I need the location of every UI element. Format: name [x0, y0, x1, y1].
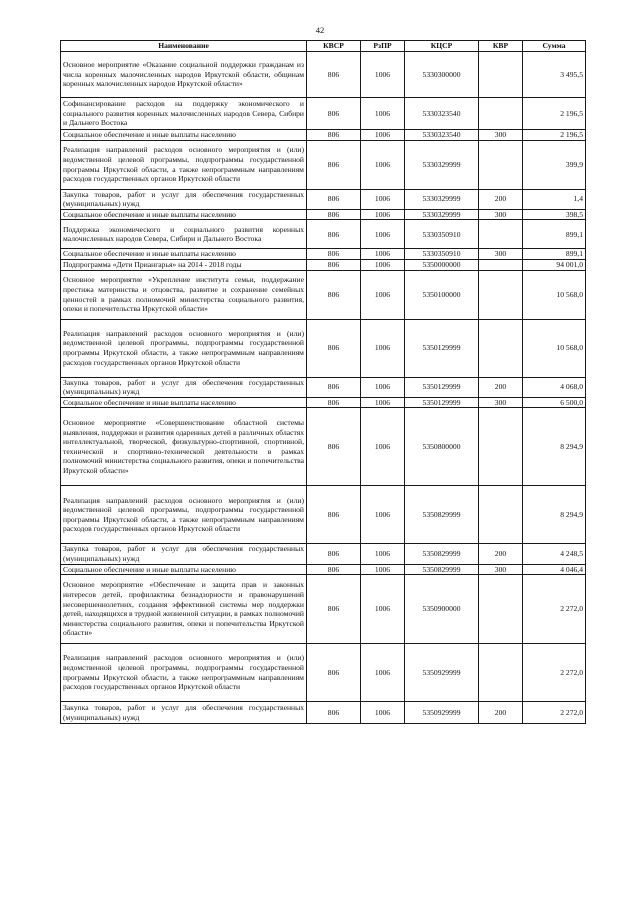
cell-rzpr: 1006	[361, 644, 405, 702]
cell-sum: 8 294,9	[523, 408, 586, 486]
cell-rzpr: 1006	[361, 209, 405, 220]
table-row	[61, 209, 586, 220]
cell-sum: 10 568,0	[523, 270, 586, 319]
table-row	[61, 644, 586, 702]
column-header-name: Наименование	[61, 41, 307, 52]
cell-kvr	[479, 575, 523, 644]
cell-kcsr: 5350129999	[405, 397, 479, 408]
cell-kcsr: 5330300000	[405, 52, 479, 98]
cell-kvr	[479, 52, 523, 98]
table-row	[61, 397, 586, 408]
cell-kcsr: 5330329999	[405, 189, 479, 209]
cell-name: Софинансирование расходов на поддержку экономического и социального развития коренных малочисленных народов Севера, Сибири и Дальнего Востока	[61, 98, 307, 130]
cell-sum: 2 272,0	[523, 575, 586, 644]
table-row	[61, 249, 586, 260]
column-header-sum: Сумма	[523, 41, 586, 52]
cell-kvr	[479, 486, 523, 544]
table-row	[61, 52, 586, 98]
cell-kvr	[479, 98, 523, 130]
cell-name: Закупка товаров, работ и услуг для обеспечения государственных (муниципальных) нужд	[61, 377, 307, 397]
cell-kvsr: 806	[307, 319, 361, 377]
cell-kcsr: 5350129999	[405, 377, 479, 397]
cell-kvr: 300	[479, 397, 523, 408]
cell-name: Закупка товаров, работ и услуг для обеспечения государственных (муниципальных) нужд	[61, 189, 307, 209]
cell-kcsr: 5350829999	[405, 486, 479, 544]
cell-rzpr: 1006	[361, 397, 405, 408]
cell-rzpr: 1006	[361, 544, 405, 564]
table-row	[61, 319, 586, 377]
column-header-kcsr: КЦСР	[405, 41, 479, 52]
cell-sum: 399,9	[523, 140, 586, 189]
cell-kcsr: 5350929999	[405, 644, 479, 702]
table-row	[61, 702, 586, 724]
table-row	[61, 98, 586, 130]
cell-kvsr: 806	[307, 209, 361, 220]
cell-name: Закупка товаров, работ и услуг для обеспечения государственных (муниципальных) нужд	[61, 544, 307, 564]
column-header-rzpr: РзПР	[361, 41, 405, 52]
column-header-kvr: КВР	[479, 41, 523, 52]
cell-name: Закупка товаров, работ и услуг для обеспечения государственных (муниципальных) нужд	[61, 702, 307, 724]
cell-kvsr: 806	[307, 140, 361, 189]
column-header-kvsr: КВСР	[307, 41, 361, 52]
cell-rzpr: 1006	[361, 98, 405, 130]
table-header-row	[61, 41, 586, 52]
cell-name: Реализация направлений расходов основного мероприятия и (или) ведомственной целевой программы, подпрограммы государственной программы Иркутской области, а также непрограммным направлениям расходов государственных органов Иркутской области	[61, 486, 307, 544]
cell-kvr	[479, 644, 523, 702]
table-row	[61, 486, 586, 544]
cell-kvsr: 806	[307, 544, 361, 564]
cell-sum: 4 046,4	[523, 564, 586, 575]
cell-kvsr: 806	[307, 644, 361, 702]
cell-rzpr: 1006	[361, 408, 405, 486]
cell-kvsr: 806	[307, 575, 361, 644]
cell-kvsr: 806	[307, 408, 361, 486]
cell-name: Социальное обеспечение и иные выплаты населению	[61, 130, 307, 141]
cell-name: Поддержка экономического и социального развития коренных малочисленных народов Севера, Сибири и Дальнего Востока	[61, 220, 307, 249]
cell-kvsr: 806	[307, 564, 361, 575]
cell-name: Социальное обеспечение и иные выплаты населению	[61, 249, 307, 260]
cell-kvr	[479, 319, 523, 377]
cell-sum: 94 001,0	[523, 259, 586, 270]
cell-sum: 899,1	[523, 220, 586, 249]
table-row	[61, 377, 586, 397]
cell-kvr	[479, 408, 523, 486]
cell-kvsr: 806	[307, 98, 361, 130]
cell-kvsr: 806	[307, 249, 361, 260]
table-row	[61, 259, 586, 270]
cell-kcsr: 5350829999	[405, 544, 479, 564]
table-row	[61, 544, 586, 564]
cell-rzpr: 1006	[361, 249, 405, 260]
cell-name: Основное мероприятие «Оказание социальной поддержки гражданам из числа коренных малочисленных народов Иркутской области, общинам коренных малочисленных народов Иркутской области»	[61, 52, 307, 98]
cell-name: Социальное обеспечение и иные выплаты населению	[61, 397, 307, 408]
cell-rzpr: 1006	[361, 130, 405, 141]
cell-sum: 2 196,5	[523, 130, 586, 141]
cell-sum: 3 495,5	[523, 52, 586, 98]
cell-kvr: 300	[479, 564, 523, 575]
cell-kvr	[479, 140, 523, 189]
cell-name: Социальное обеспечение и иные выплаты населению	[61, 209, 307, 220]
cell-sum: 10 568,0	[523, 319, 586, 377]
cell-rzpr: 1006	[361, 270, 405, 319]
cell-kvsr: 806	[307, 486, 361, 544]
cell-kvr: 300	[479, 209, 523, 220]
cell-name: Основное мероприятие «Укрепление института семьи, поддержание престижа материнства и отцовства, развитие и сохранение семейных ценностей в рамках полномочий министерства социального развития, опеки и попечительства Иркутской области»	[61, 270, 307, 319]
cell-kvr	[479, 259, 523, 270]
budget-table	[60, 40, 586, 724]
cell-rzpr: 1006	[361, 564, 405, 575]
cell-rzpr: 1006	[361, 575, 405, 644]
cell-kcsr: 5350829999	[405, 564, 479, 575]
cell-kcsr: 5330323540	[405, 98, 479, 130]
cell-kvsr: 806	[307, 220, 361, 249]
cell-kvsr: 806	[307, 52, 361, 98]
table-row	[61, 140, 586, 189]
cell-rzpr: 1006	[361, 486, 405, 544]
cell-kcsr: 5330350910	[405, 249, 479, 260]
cell-sum: 899,1	[523, 249, 586, 260]
cell-kvr: 200	[479, 544, 523, 564]
cell-kcsr: 5330329999	[405, 140, 479, 189]
cell-sum: 2 196,5	[523, 98, 586, 130]
cell-kcsr: 5350929999	[405, 702, 479, 724]
table-row	[61, 408, 586, 486]
cell-rzpr: 1006	[361, 52, 405, 98]
cell-name: Социальное обеспечение и иные выплаты населению	[61, 564, 307, 575]
cell-rzpr: 1006	[361, 377, 405, 397]
cell-sum: 4 068,0	[523, 377, 586, 397]
cell-kcsr: 5350900000	[405, 575, 479, 644]
cell-name: Реализация направлений расходов основного мероприятия и (или) ведомственной целевой программы, подпрограммы государственной программы Иркутской области, а также непрограммным направлениям расходов государственных органов Иркутской области	[61, 140, 307, 189]
cell-kvsr: 806	[307, 259, 361, 270]
cell-kvr	[479, 270, 523, 319]
cell-kvsr: 806	[307, 377, 361, 397]
cell-name: Основное мероприятие «Обеспечение и защита прав и законных интересов детей, профилактика безнадзорности и правонарушений несовершеннолетних, создания эффективной системы мер поддержки детей, находящихся в трудной жизненной ситуации, в рамках полномочий министерства социального развития, опеки и попечительства Иркутской области»	[61, 575, 307, 644]
cell-rzpr: 1006	[361, 702, 405, 724]
cell-kvsr: 806	[307, 702, 361, 724]
cell-sum: 8 294,9	[523, 486, 586, 544]
cell-kcsr: 5350800000	[405, 408, 479, 486]
cell-rzpr: 1006	[361, 259, 405, 270]
cell-name: Подпрограмма «Дети Приангарья» на 2014 - 2018 годы	[61, 259, 307, 270]
cell-rzpr: 1006	[361, 189, 405, 209]
cell-kvr: 200	[479, 189, 523, 209]
cell-sum: 2 272,0	[523, 644, 586, 702]
cell-sum: 6 500,0	[523, 397, 586, 408]
cell-kvr: 300	[479, 249, 523, 260]
cell-kvsr: 806	[307, 189, 361, 209]
cell-kvr: 200	[479, 377, 523, 397]
cell-sum: 2 272,0	[523, 702, 586, 724]
cell-kcsr: 5350000000	[405, 259, 479, 270]
cell-kvr	[479, 220, 523, 249]
cell-kcsr: 5330329999	[405, 209, 479, 220]
table-row	[61, 270, 586, 319]
cell-kcsr: 5350100000	[405, 270, 479, 319]
cell-rzpr: 1006	[361, 220, 405, 249]
table-row	[61, 220, 586, 249]
cell-kvr: 300	[479, 130, 523, 141]
page-number: 42	[315, 25, 325, 35]
cell-kcsr: 5330350910	[405, 220, 479, 249]
cell-kvsr: 806	[307, 397, 361, 408]
cell-kvsr: 806	[307, 270, 361, 319]
table-row	[61, 189, 586, 209]
cell-kcsr: 5350129999	[405, 319, 479, 377]
cell-kvsr: 806	[307, 130, 361, 141]
cell-rzpr: 1006	[361, 319, 405, 377]
cell-name: Реализация направлений расходов основного мероприятия и (или) ведомственной целевой программы, подпрограммы государственной программы Иркутской области, а также непрограммным направлениям расходов государственных органов Иркутской области	[61, 319, 307, 377]
table-row	[61, 130, 586, 141]
cell-sum: 1,4	[523, 189, 586, 209]
cell-kcsr: 5330323540	[405, 130, 479, 141]
table-row	[61, 575, 586, 644]
cell-name: Реализация направлений расходов основного мероприятия и (или) ведомственной целевой программы, подпрограммы государственной программы Иркутской области, а также непрограммным направлениям расходов государственных органов Иркутской области	[61, 644, 307, 702]
cell-sum: 398,5	[523, 209, 586, 220]
cell-kvr: 200	[479, 702, 523, 724]
cell-name: Основное мероприятие «Совершенствование областной системы выявления, поддержки и развития одаренных детей в различных областях интеллектуальной, творческой, физкультурно-спортивной, спортивной, технической и спортивно-технической деятельности в рамках полномочий министерства социального развития, опеки и попечительства Иркутской области»	[61, 408, 307, 486]
table-body	[61, 52, 586, 724]
cell-rzpr: 1006	[361, 140, 405, 189]
table-row	[61, 564, 586, 575]
cell-sum: 4 248,5	[523, 544, 586, 564]
